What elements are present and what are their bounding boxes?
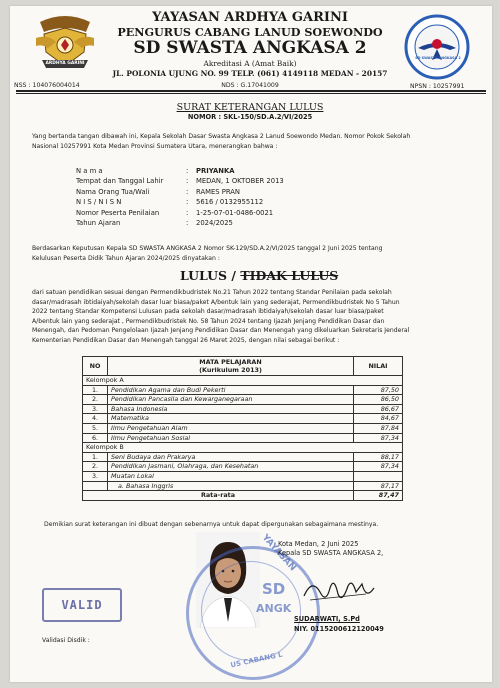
average-row bbox=[83, 491, 403, 501]
table-row bbox=[83, 462, 403, 472]
table-row bbox=[83, 433, 403, 443]
principal-name: SUDARWATI, S.Pd bbox=[294, 615, 360, 623]
subject-header-line-2: (Kurikulum 2013) bbox=[199, 366, 262, 374]
status-fail-struck: TIDAK LULUS bbox=[240, 268, 339, 283]
field-row bbox=[76, 167, 376, 177]
header-divider-thin bbox=[16, 93, 486, 94]
basis-line: Kementerian Pendidikan Dasar dan Menengah tanggal 26 Maret 2025, dengan nilai sebagai berikut : bbox=[32, 336, 340, 344]
field-colon: : bbox=[186, 177, 189, 186]
signature-position: Kepala SD SWASTA ANGKASA 2, bbox=[278, 549, 384, 557]
row-no bbox=[83, 481, 108, 491]
academic-year: 2024/2025 bbox=[196, 218, 233, 227]
row-no: 3. bbox=[83, 404, 108, 414]
row-score bbox=[354, 471, 403, 481]
field-label: Tahun Ajaran bbox=[76, 218, 121, 227]
row-no: 6. bbox=[83, 433, 108, 443]
document-title: SURAT KETERANGAN LULUS bbox=[176, 102, 324, 113]
group-a-row bbox=[83, 376, 403, 386]
field-row bbox=[76, 198, 376, 208]
table-row bbox=[83, 452, 403, 462]
row-subject: Pendidikan Jasmani, Olahraga, dan Kesehatan bbox=[108, 462, 354, 472]
basis-line: dasar/madrasah ibtidaiyah/sekolah dasar luar biasa/paket A/bentuk lain yang sederajat, Permendikbudristek No 5 Tahun bbox=[32, 298, 400, 306]
decision-line-2: Kelulusan Peserta Didik Tahun Ajaran 2024/2025 dinyatakan : bbox=[32, 255, 220, 262]
row-subject: Bahasa Indonesia bbox=[108, 404, 354, 414]
graduation-status bbox=[180, 268, 380, 283]
status-slash: / bbox=[231, 268, 236, 283]
row-no: 2. bbox=[83, 395, 108, 405]
row-no: 1. bbox=[83, 385, 108, 395]
row-no: 1. bbox=[83, 452, 108, 462]
accreditation: Akreditasi A (Amat Baik) bbox=[203, 59, 297, 68]
group-b-row bbox=[83, 443, 403, 453]
row-no: 4. bbox=[83, 414, 108, 424]
document-number: NOMOR : SKL-150/SD.A.2/VI/2025 bbox=[187, 113, 313, 121]
row-score: 86,50 bbox=[354, 395, 403, 405]
signature-place-date: Kota Medan, 2 Juni 2025 bbox=[278, 540, 359, 548]
field-colon: : bbox=[186, 218, 189, 227]
col-score-header: NILAI bbox=[354, 357, 403, 376]
row-score: 84,67 bbox=[354, 414, 403, 424]
decision-line-1: Berdasarkan Keputusan Kepala SD SWASTA ANGKASA 2 Nomor SK-129/SD.A.2/VI/2025 tanggal 2 Juni 2025 tentang bbox=[32, 245, 383, 252]
participant-number: 1-25-07-01-0486-0021 bbox=[196, 208, 274, 217]
field-colon: : bbox=[186, 198, 189, 207]
stamp-text-top: YAYASAN bbox=[259, 532, 298, 574]
parent-name: RAMES PRAN bbox=[196, 187, 241, 196]
row-subject: Pendidikan Pancasila dan Kewarganegaraan bbox=[108, 395, 354, 405]
left-logo-bottom-text: ARDHYA GARINI bbox=[45, 61, 85, 66]
row-score: 87,17 bbox=[354, 481, 403, 491]
foundation-name: YAYASAN ARDHYA GARINI bbox=[152, 10, 348, 25]
valid-stamp: VALID bbox=[42, 588, 122, 622]
npsn-number: NPSN : 10257991 bbox=[410, 83, 465, 90]
branch-name: PENGURUS CABANG LANUD SOEWONDO bbox=[117, 25, 383, 39]
field-colon: : bbox=[186, 187, 189, 196]
row-subject: Ilmu Pengetahuan Sosial bbox=[108, 433, 354, 443]
col-no-header: NO bbox=[83, 357, 108, 376]
group-b-label: Kelompok B bbox=[83, 443, 403, 453]
validated-by-label: Validasi Disdik : bbox=[42, 637, 90, 644]
school-name: SD SWASTA ANGKASA 2 bbox=[133, 38, 367, 58]
sd-angkasa-logo bbox=[404, 14, 470, 80]
closing-statement: Demikian surat keterangan ini dibuat dengan sebenarnya untuk dapat dipergunakan sebagaimana mestinya. bbox=[44, 521, 379, 528]
subject-header-line-1: MATA PELAJARAN bbox=[199, 357, 262, 366]
field-label: N a m a bbox=[76, 167, 103, 175]
table-row bbox=[83, 404, 403, 414]
group-a-label: Kelompok A bbox=[83, 376, 403, 386]
intro-line-2: Nasional 10257991 Kota Medan Provinsi Sumatera Utara, menerangkan bahwa : bbox=[32, 143, 278, 150]
row-score: 88,17 bbox=[354, 452, 403, 462]
table-row bbox=[83, 385, 403, 395]
row-score: 86,67 bbox=[354, 404, 403, 414]
row-score: 87,50 bbox=[354, 385, 403, 395]
table-row bbox=[83, 423, 403, 433]
field-row bbox=[76, 188, 376, 198]
table-row bbox=[83, 481, 403, 491]
regulation-basis bbox=[32, 288, 484, 345]
table-row bbox=[83, 414, 403, 424]
field-row bbox=[76, 209, 376, 219]
student-name: PRIYANKA bbox=[196, 167, 235, 175]
birth-place-date: MEDAN, 1 OKTOBER 2013 bbox=[196, 177, 284, 186]
field-label: Tempat dan Tanggal Lahir bbox=[76, 177, 164, 186]
row-subject: Seni Budaya dan Prakarya bbox=[108, 452, 354, 462]
field-label: N I S / N I S N bbox=[76, 198, 122, 207]
row-subject: a. Bahasa Inggris bbox=[108, 481, 354, 491]
field-row bbox=[76, 219, 376, 229]
nis-nisn: 5616 / 0132955112 bbox=[196, 198, 264, 207]
col-subject-header bbox=[108, 357, 354, 376]
row-no: 3. bbox=[83, 471, 108, 481]
field-row bbox=[76, 177, 376, 187]
row-subject: Matematika bbox=[108, 414, 354, 424]
stamp-text-angkasa: ANGK bbox=[256, 602, 292, 615]
header-divider bbox=[16, 90, 486, 92]
basis-line: dari satuan pendidikan sesuai dengan Permendikbudristek No.21 Tahun 2022 tentang Standar Penilaian pada sekolah bbox=[32, 289, 392, 296]
right-logo-text: SD SWASTA ANGKASA 2 bbox=[415, 56, 461, 60]
basis-line: Menengah, dan Pedoman Pengelolaan Ijazah Jenjang Pendidikan Dasar dan Menengah yang dikeluarkan Sekretaris Jenderal bbox=[32, 327, 410, 334]
field-label: Nama Orang Tua/Wali bbox=[76, 187, 150, 196]
table-row bbox=[83, 395, 403, 405]
nss-number: NSS : 104076004014 bbox=[14, 82, 80, 89]
principal-niy: NIY. 0115200612120049 bbox=[294, 625, 384, 633]
school-address: JL. POLONIA UJUNG NO. 99 TELP. (061) 4149118 MEDAN - 20157 bbox=[112, 69, 388, 78]
field-colon: : bbox=[186, 167, 189, 175]
row-score: 87,34 bbox=[354, 433, 403, 443]
stamp-text-sd: SD bbox=[262, 580, 286, 598]
nds-number: NDS : G.17041009 bbox=[221, 82, 279, 89]
table-header-row bbox=[83, 357, 403, 376]
row-no: 5. bbox=[83, 423, 108, 433]
status-pass: LULUS bbox=[180, 268, 228, 283]
field-colon: : bbox=[186, 208, 189, 217]
row-subject: Pendidikan Agama dan Budi Pekerti bbox=[108, 385, 354, 395]
student-fields bbox=[76, 167, 376, 229]
row-subject: Muatan Lokal bbox=[108, 471, 354, 481]
row-score: 87,34 bbox=[354, 462, 403, 472]
basis-line: A/bentuk lain yang sederajat , Permendikbudristek No. 58 Tahun 2024 tentang Ijazah Jenjang Pendidikan Dasar dan bbox=[32, 317, 385, 325]
average-value: 87,47 bbox=[354, 491, 403, 501]
table-row bbox=[83, 471, 403, 481]
stamp-text-bottom: US CABANG L bbox=[229, 650, 284, 670]
handwritten-signature bbox=[300, 574, 380, 608]
field-label: Nomor Peserta Penilaian bbox=[76, 208, 160, 217]
row-score: 87,84 bbox=[354, 423, 403, 433]
average-label: Rata-rata bbox=[83, 491, 354, 501]
grades-table bbox=[82, 356, 403, 501]
intro-line-1: Yang bertanda tangan dibawah ini, Kepala Sekolah Dasar Swasta Angkasa 2 Lanud Soewondo Medan. Nomor Pokok Sekolah bbox=[32, 133, 411, 140]
left-logo-top-text: YAYASAN bbox=[53, 11, 77, 16]
certificate-page bbox=[10, 6, 492, 682]
row-no: 2. bbox=[83, 462, 108, 472]
row-subject: Ilmu Pengetahuan Alam bbox=[108, 423, 354, 433]
basis-line: 2022 tentang Standar Kompetensi Lulusan pada sekolah dasar/madrasah ibtidaiyah/sekolah dasar luar biasa/paket bbox=[32, 308, 384, 315]
